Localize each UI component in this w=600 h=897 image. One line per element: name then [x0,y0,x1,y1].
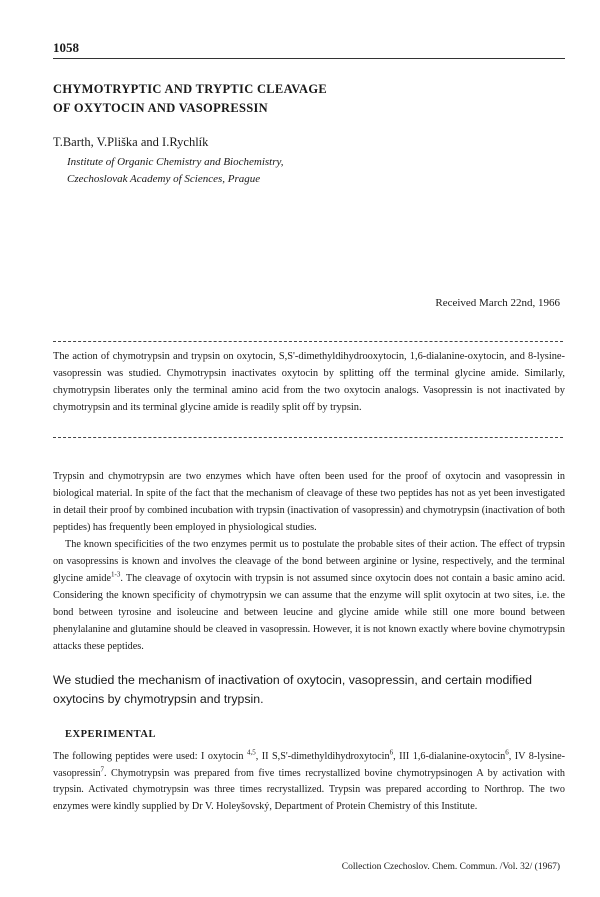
intro-paragraph-1: Trypsin and chymotrypsin are two enzymes which have often been used for the proof of oxytocin and vasopressin in biological material. In spite of the fact that the mechanism of cleavage of these two peptides has not as yet been investigated in detail their proof by combined incubation with trypsin (inactivation of vasopressin) and chymotrypsin (inactivation of both peptides) has frequently been employed in physiological studies. [53,471,565,533]
title-line-1: CHYMOTRYPTIC AND TRYPTIC CLEAVAGE [53,82,327,96]
section-heading-experimental: EXPERIMENTAL [65,729,156,740]
intro-p2-text-b: . The cleavage of oxytocin with trypsin is not assumed since oxytocin does not contain a basic amino acid. Considering the known specificity of chymotrypsin we can assume that the enzyme will split oxytocin at two sites, i.e. the bond between tyrosine and isoleucine and between leucine and glycine amide while still one more bound between phenylalanine and glutamine should be cleaved in vasopressin. However, it is not known exactly where bovine chymotrypsin attacks these peptides. [53,573,565,652]
affiliation-line-2: Czechoslovak Academy of Sciences, Prague [67,173,261,185]
exp-ref-3: 6 [505,748,509,757]
exp-text-1: The following peptides were used: I oxytocin [53,751,247,762]
intro-paragraph-2 [53,536,565,655]
abstract: The action of chymotrypsin and trypsin on oxytocin, S,S'-dimethyldihydrooxytocin, 1,6-dialanine-oxytocin, and 8-lysine-vasopressin was studied. Chymotrypsin inactivates oxytocin by splitting off the terminal glycine amide. Similarly, chymotrypsin liberates only the terminal amino acid from the two oxytocin analogs. Vasopressin is not inactivated by chymotrypsin and its terminal glycine amide is readily split off by trypsin. [53,351,565,413]
exp-ref-2: 6 [389,748,394,757]
affiliation-line-1: Institute of Organic Chemistry and Biochemistry, [67,156,284,168]
journal-citation: Collection Czechoslov. Chem. Commun. /Vol. 32/ (1967) [341,862,560,872]
exp-text-2: , II S,S'-dimethyldihydroxytocin [255,751,390,762]
abstract-rule-bottom [53,437,563,438]
header-rule [53,58,565,59]
abstract-rule-top [53,341,563,342]
affiliation [67,154,284,188]
exp-text-3: , III 1,6-dialanine-oxytocin [393,751,506,762]
exp-ref-4: 7 [100,765,105,774]
exp-text-4: , IV 8-lysine-vasopressin [53,751,566,779]
summary-statement: We studied the mechanism of inactivation of oxytocin, vasopressin, and certain modified oxytocins by chymotrypsin and trypsin. [53,673,532,706]
received-date: Received March 22nd, 1966 [435,297,560,309]
exp-ref-1: 4,5 [247,748,256,757]
intro-p2-text-a: The known specificities of the two enzymes permit us to postulate the probable sites of their action. The effect of trypsin on vasopressins is known and involves the cleavage of the bond between arginine or lysine, respectively, and the terminal glycine amide [53,539,565,584]
reference-superscript: 1-3 [111,570,121,579]
experimental-paragraph [53,749,565,815]
authors: T.Barth, V.Pliška and I.Rychlík [53,135,209,149]
introduction [53,468,565,655]
exp-text-5: . Chymotrypsin was prepared from five times recrystallized bovine chymotrypsinogen A by activation with trypsin. Activated chymotrypsin was three times recrystallized. Trypsin was prepared according to Northrop. The two enzymes were kindly supplied by Dr V. Holeyšovský, Department of Protein Chemistry of this Institute. [53,767,565,812]
page-number: 1058 [53,40,79,55]
title-line-2: OF OXYTOCIN AND VASOPRESSIN [53,101,268,115]
article-title [53,80,553,118]
